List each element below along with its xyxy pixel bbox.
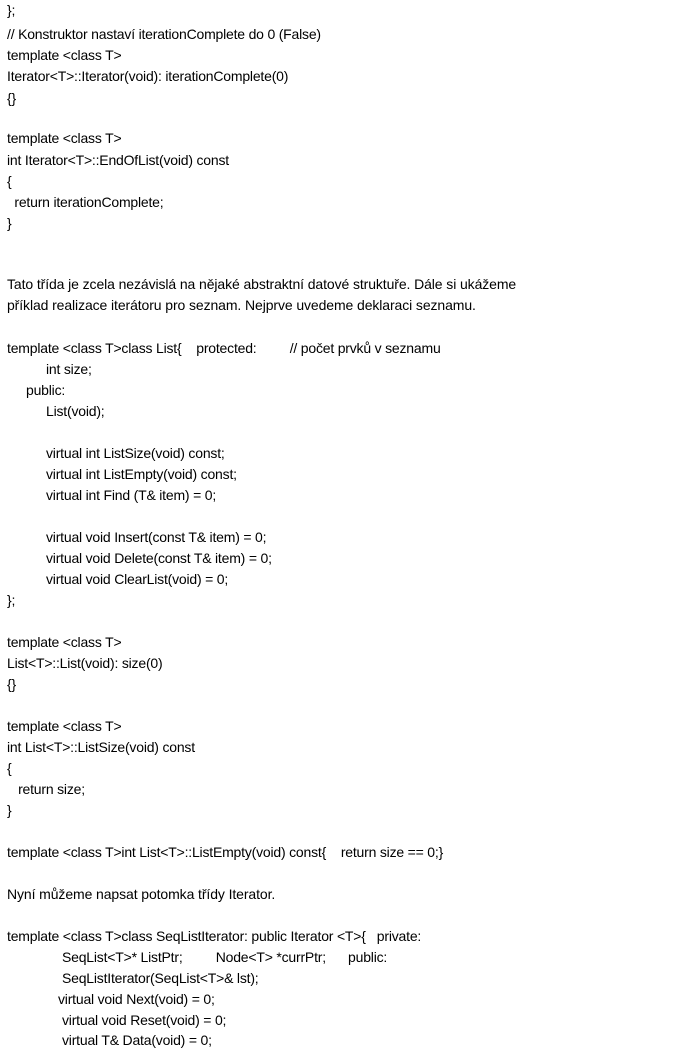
code-line: template <class T> bbox=[7, 718, 122, 734]
code-line: virtual void Next(void) = 0; bbox=[58, 991, 215, 1007]
code-line: return size; bbox=[7, 781, 85, 797]
code-line: virtual int ListSize(void) const; bbox=[46, 445, 225, 461]
code-line: int size; bbox=[46, 361, 92, 377]
code-line: public: bbox=[26, 382, 66, 398]
code-line: { bbox=[7, 173, 12, 189]
code-line: int List<T>::ListSize(void) const bbox=[7, 739, 195, 755]
code-line: template <class T> bbox=[7, 634, 122, 650]
code-line: List<T>::List(void): size(0) bbox=[7, 655, 163, 671]
code-line: template <class T> bbox=[7, 47, 122, 63]
code-line: virtual T& Data(void) = 0; bbox=[62, 1032, 212, 1048]
code-line: }; bbox=[7, 592, 16, 608]
code-line: { bbox=[7, 760, 12, 776]
code-line: {} bbox=[7, 676, 16, 692]
code-line: template <class T> bbox=[7, 130, 122, 146]
code-line: return iterationComplete; bbox=[7, 194, 164, 210]
code-line: template <class T>int List<T>::ListEmpty(void) const{ return size == 0;} bbox=[7, 844, 444, 860]
code-line: virtual int Find (T& item) = 0; bbox=[46, 487, 217, 503]
paragraph-line: příklad realizace iterátoru pro seznam. Nejprve uvedeme deklaraci seznamu. bbox=[7, 297, 476, 313]
code-line: {} bbox=[7, 90, 16, 106]
code-line: virtual void Delete(const T& item) = 0; bbox=[46, 550, 272, 566]
paragraph-line: Tato třída je zcela nezávislá na nějaké abstraktní datové struktuře. Dále si ukážeme bbox=[7, 276, 517, 292]
code-line: SeqList<T>* ListPtr; Node<T> *currPtr; public: bbox=[62, 949, 388, 965]
code-line: } bbox=[7, 215, 12, 231]
code-line: template <class T>class List{ protected: // počet prvků v seznamu bbox=[7, 340, 441, 356]
code-line: virtual void Reset(void) = 0; bbox=[62, 1012, 227, 1028]
code-line: Iterator<T>::Iterator(void): iterationComplete(0) bbox=[7, 68, 289, 84]
code-comment: // Konstruktor nastaví iterationComplete do 0 (False) bbox=[7, 26, 321, 42]
code-line: int Iterator<T>::EndOfList(void) const bbox=[7, 152, 229, 168]
code-line: } bbox=[7, 802, 12, 818]
code-line: }; bbox=[7, 2, 16, 18]
code-line: List(void); bbox=[46, 403, 105, 419]
code-line: template <class T>class SeqListIterator: public Iterator <T>{ private: bbox=[7, 928, 422, 944]
paragraph-line: Nyní můžeme napsat potomka třídy Iterator. bbox=[7, 886, 276, 902]
code-line: SeqListIterator(SeqList<T>& lst); bbox=[62, 970, 259, 986]
code-line: virtual void Insert(const T& item) = 0; bbox=[46, 529, 267, 545]
code-line: virtual void ClearList(void) = 0; bbox=[46, 571, 229, 587]
code-line: virtual int ListEmpty(void) const; bbox=[46, 466, 237, 482]
